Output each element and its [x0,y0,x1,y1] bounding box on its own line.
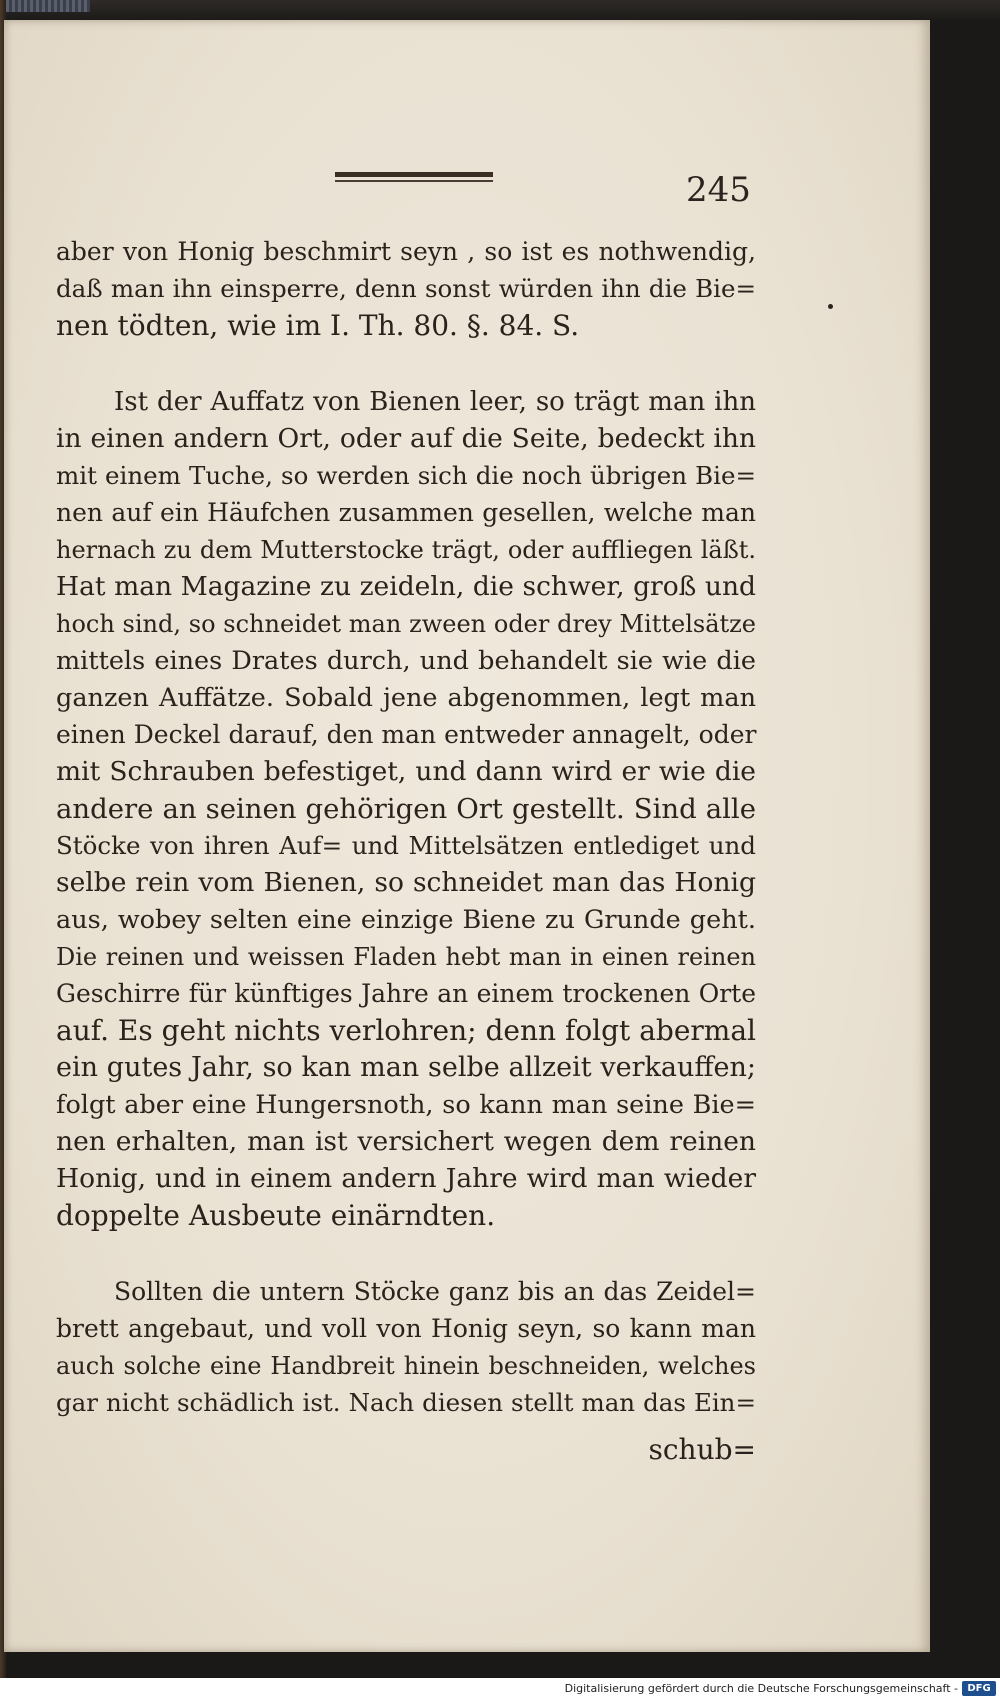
text-line: andere an seinen gehörigen Ort gestellt. Sind alle [56,793,756,825]
text-line: Hat man Magazine zu zeideln, die schwer, groß und [56,571,756,602]
page-number: 245 [686,170,751,210]
text-line: nen auf ein Häufchen zusammen gesellen, welche man [56,498,756,527]
text-line: Die reinen und weissen Fladen hebt man in einen reinen [56,943,756,971]
text-line: mit Schrauben befestiget, und dann wird er wie die [56,756,756,787]
digitization-credit: Digitalisierung gefördert durch die Deutsche Forschungsgemeinschaft - [564,1682,958,1695]
book-edge-top [0,0,1000,20]
cover-cloth-corner [0,0,90,12]
text-line: gar nicht schädlich ist. Nach diesen stellt man das Ein= [56,1388,756,1417]
header-rule-thin [335,180,493,182]
text-line: doppelte Ausbeute einärndten. [56,1199,496,1232]
text-line: in einen andern Ort, oder auf die Seite, bedeckt ihn [56,423,756,454]
book-page [4,20,930,1652]
text-line: Stöcke von ihren Auf= und Mittelsätzen entlediget und [56,831,756,860]
text-line: ein gutes Jahr, so kan man selbe allzeit verkauffen; [56,1052,756,1083]
text-line: nen erhalten, man ist versichert wegen dem reinen [56,1126,756,1157]
ink-speck [828,304,833,309]
text-line: einen Deckel darauf, den man entweder annagelt, oder [56,720,757,749]
text-line: mit einem Tuche, so werden sich die noch übrigen Bie= [56,461,756,490]
text-line: brett angebaut, und voll von Honig seyn, so kann man [56,1314,756,1343]
text-line: ganzen Auffätze. Sobald jene abgenommen, legt man [56,683,756,713]
text-line: selbe rein vom Bienen, so schneidet man das Honig [56,867,756,898]
text-line: aus, wobey selten eine einzige Biene zu Grunde geht. [56,905,756,935]
text-line: auch solche eine Handbreit hinein beschneiden, welches [56,1352,756,1380]
text-line: Sollten die untern Stöcke ganz bis an das Zeidel= [114,1277,756,1306]
text-line: hernach zu dem Mutterstocke trägt, oder auffliegen läßt. [56,536,756,564]
text-line: aber von Honig beschmirt seyn , so ist es nothwendig, [56,237,756,266]
text-line: mittels eines Drates durch, und behandelt sie wie die [56,646,756,676]
text-line: Ist der Auffatz von Bienen leer, so trägt man ihn [114,387,756,417]
dfg-logo: DFG [962,1681,996,1696]
text-line: daß man ihn einsperre, denn sonst würden ihn die Bie= [56,274,756,303]
text-line: nen tödten, wie im I. Th. 80. §. 84. S. [56,309,580,342]
text-line: auf. Es geht nichts verlohren; denn folgt abermal [56,1014,756,1047]
text-line: folgt aber eine Hungersnoth, so kann man seine Bie= [56,1090,756,1120]
text-line: Geschirre für künftiges Jahre an einem trockenen Orte [56,979,756,1008]
text-line: hoch sind, so schneidet man zween oder drey Mittelsätze [56,610,756,638]
text-line: Honig, und in einem andern Jahre wird man wieder [56,1163,756,1194]
header-rule-thick [335,172,493,177]
catchword: schub= [648,1433,756,1466]
header-rule [335,172,493,184]
